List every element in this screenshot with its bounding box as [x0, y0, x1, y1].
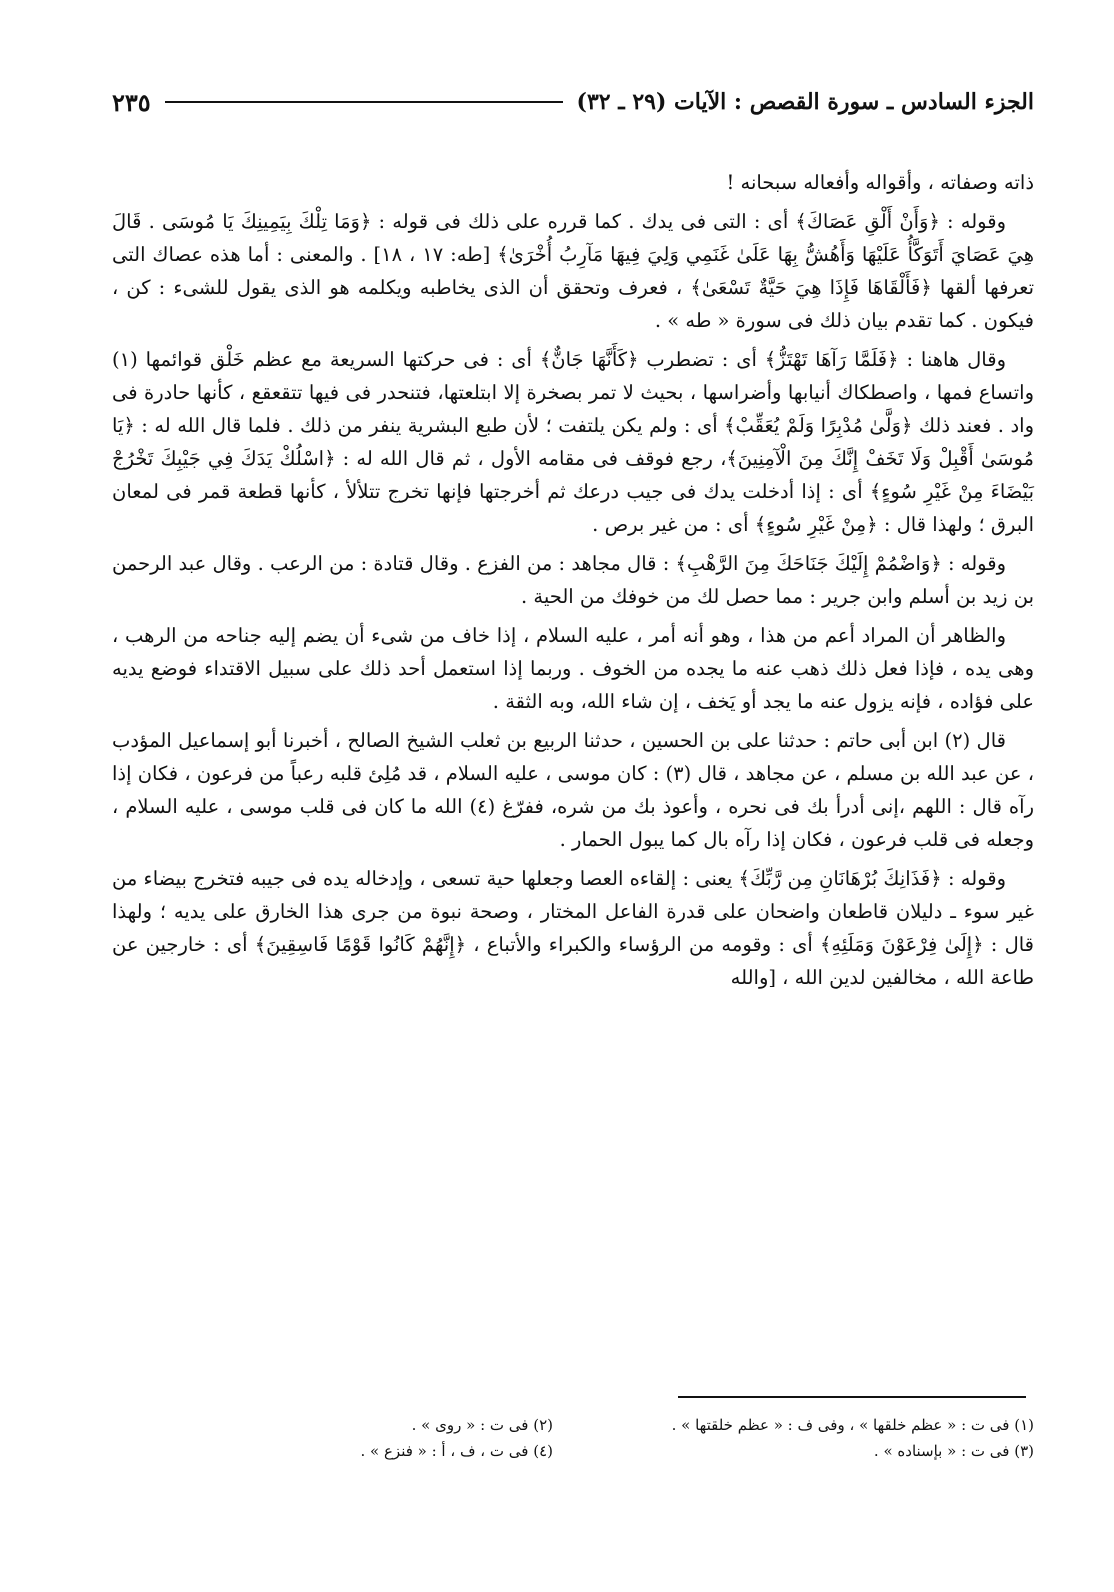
- footnote: (٣) فى ت : « بإسناده » .: [873, 1442, 1034, 1460]
- running-header: [112, 82, 1034, 122]
- paragraph: وقوله : ﴿وَأَنْ أَلْقِ عَصَاكَ﴾ أى : التى فى يدك . كما قرره على ذلك فى قوله : ﴿وَمَا تِلْكَ بِيَمِينِكَ يَا مُوسَى . قَالَ هِيَ عَصَايَ أَتَوَكَّأُ عَلَيْهَا وَأَهُشُّ بِهَا عَلَىٰ غَنَمِي وَلِيَ فِيهَا مَآرِبُ أُخْرَىٰ﴾ [طه: ١٧ ، ١٨] . والمعنى : أما هذه عصاك التى تعرفها ألقها ﴿فَأَلْقَاهَا فَإِذَا هِيَ حَيَّةٌ تَسْعَىٰ﴾ ، فعرف وتحقق أن الذى يخاطبه ويكلمه هو الذى يقول للشىء : كن ، فيكون . كما تقدم بيان ذلك فى سورة « طه » .: [112, 210, 1034, 332]
- paragraph: وقوله : ﴿فَذَانِكَ بُرْهَانَانِ مِن رَّبِّكَ﴾ يعنى : إلقاءه العصا وجعلها حية تسعى ، وإدخاله يده فى جيبه فتخرج بيضاء من غير سوء ـ دليلان قاطعان واضحان على قدرة الفاعل المختار ، وصحة نبوة من جرى هذا الخارق على يديه ؛ ولهذا قال : ﴿إِلَىٰ فِرْعَوْنَ وَمَلَئِهِ﴾ أى : وقومه من الرؤساء والكبراء والأتباع ، ﴿إِنَّهُمْ كَانُوا قَوْمًا فَاسِقِينَ﴾ أى : خارجين عن طاعة الله ، مخالفين لدين الله ، [والله: [112, 867, 1034, 989]
- footnote: (٤) فى ت ، ف ، أ : « فنزع » .: [360, 1442, 553, 1460]
- page-number: ٢٣٥: [112, 87, 151, 117]
- footnotes: [112, 1412, 1034, 1464]
- footnote: (١) فى ت : « عظم خلقها » ، وفى ف : « عظم خلقتها » .: [671, 1416, 1034, 1434]
- paragraph: قال (٢) ابن أبى حاتم : حدثنا على بن الحسين ، حدثنا الربيع بن ثعلب الشيخ الصالح ، أخبرنا أبو إسماعيل المؤدب ، عن عبد الله بن مسلم ، عن مجاهد ، قال (٣) : كان موسى ، عليه السلام ، قد مُلِئ قلبه رعباً من فرعون ، فكان إذا رآه قال : اللهم ،إنى أدرأ بك فى نحره ، وأعوذ بك من شره، ففرّغ (٤) الله ما كان فى قلب موسى ، عليه السلام ، وجعله فى قلب فرعون ، فكان إذا رآه بال كما يبول الحمار .: [112, 729, 1035, 851]
- paragraph: ذاته وصفاته ، وأقواله وأفعاله سبحانه !: [726, 171, 1034, 194]
- header-rule: [165, 101, 563, 103]
- paragraph: والظاهر أن المراد أعم من هذا ، وهو أنه أمر ، عليه السلام ، إذا خاف من شىء أن يضم إليه جناحه من الرهب ، وهى يده ، فإذا فعل ذلك ذهب عنه ما يجده من الخوف . وربما إذا استعمل أحد ذلك على سبيل الاقتداء فوضع يديه على فؤاده ، فإنه يزول عنه ما يجد أو يَخف ، إن شاء الله، وبه الثقة .: [112, 624, 1034, 713]
- footnote: (٢) فى ت : « روى » .: [411, 1416, 553, 1434]
- main-text: [112, 166, 1034, 1000]
- paragraph: وقال هاهنا : ﴿فَلَمَّا رَآهَا تَهْتَزُّ﴾ أى : تضطرب ﴿كَأَنَّهَا جَانٌّ﴾ أى : فى حركتها السريعة مع عظم خَلْق قوائمها (١) واتساع فمها ، واصطكاك أنيابها وأضراسها ، بحيث لا تمر بصخرة إلا ابتلعتها، فتنحدر فى فيها تتقعقع ، كأنها حادرة فى واد . فعند ذلك ﴿وَلَّىٰ مُدْبِرًا وَلَمْ يُعَقِّبْ﴾ أى : ولم يكن يلتفت ؛ لأن طبع البشرية ينفر من ذلك . فلما قال الله له : ﴿يَا مُوسَىٰ أَقْبِلْ وَلَا تَخَفْ إِنَّكَ مِنَ الْآمِنِينَ﴾، رجع فوقف فى مقامه الأول ، ثم قال الله له : ﴿اسْلُكْ يَدَكَ فِي جَيْبِكَ تَخْرُجْ بَيْضَاءَ مِنْ غَيْرِ سُوءٍ﴾ أى : إذا أدخلت يدك فى جيب درعك ثم أخرجتها فإنها تخرج تتلألأ ، كأنها قطعة قمر فى لمعان البرق ؛ ولهذا قال : ﴿مِنْ غَيْرِ سُوءٍ﴾ أى : من غير برص .: [112, 348, 1034, 536]
- footnote-separator: [678, 1396, 1026, 1398]
- paragraph: وقوله : ﴿وَاضْمُمْ إِلَيْكَ جَنَاحَكَ مِنَ الرَّهْبِ﴾ : قال مجاهد : من الفزع . وقال قتادة : من الرعب . وقال عبد الرحمن بن زيد بن أسلم وابن جرير : مما حصل لك من خوفك من الحية .: [112, 552, 1034, 608]
- running-title: الجزء السادس ـ سورة القصص : الآيات (٢٩ ـ ٣٢): [576, 89, 1034, 115]
